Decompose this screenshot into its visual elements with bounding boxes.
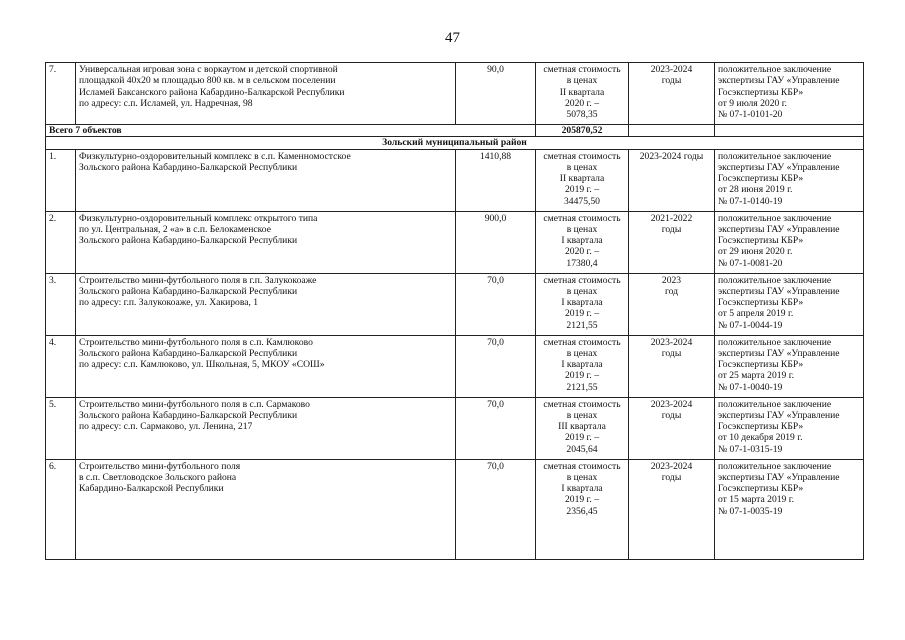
estimated-cost <box>536 63 629 125</box>
row-number: 1. <box>46 149 76 211</box>
table-row <box>46 335 864 397</box>
total-sum: 205870,52 <box>536 125 629 137</box>
implementation-period <box>629 211 715 273</box>
capacity-value: 90,0 <box>456 63 536 125</box>
implementation-period <box>629 335 715 397</box>
expertise-conclusion-line: от 25 марта 2019 г. <box>718 370 794 382</box>
estimated-cost-line: II квартала <box>559 86 605 98</box>
expertise-conclusion-line: экспертизы ГАУ «Управление <box>718 409 840 421</box>
implementation-period <box>629 273 715 335</box>
expertise-conclusion-line: экспертизы ГАУ «Управление <box>718 347 840 359</box>
estimated-cost-line: сметная стоимость <box>543 212 621 224</box>
implementation-period-line: 2021-2022 <box>650 212 693 224</box>
expertise-conclusion-line: № 07-1-0035-19 <box>718 505 783 517</box>
estimated-cost-line: 2356,45 <box>566 505 598 517</box>
expertise-conclusion-line: Госэкспертизы КБР» <box>718 421 804 433</box>
object-name-line: по адресу: г.п. Залукокоаже, ул. Хакирова, 1 <box>79 297 259 309</box>
object-name-line: Зольского района Кабардино-Балкарской Республики <box>79 235 298 247</box>
table-row <box>46 397 864 459</box>
expertise-conclusion-line: положительное заключение <box>718 64 832 75</box>
expertise-conclusion-line: от 5 апреля 2019 г. <box>718 308 794 320</box>
section-title: Зольский муниципальный район <box>46 137 864 149</box>
estimated-cost-line: в ценах <box>566 285 598 297</box>
object-name <box>76 211 456 273</box>
expertise-conclusion-line: экспертизы ГАУ «Управление <box>718 223 840 235</box>
expertise-conclusion-line: экспертизы ГАУ «Управление <box>718 471 840 483</box>
table-row <box>46 149 864 211</box>
object-name-line: Физкультурно-оздоровительный комплекс в с.п. Каменномостское <box>79 150 351 162</box>
estimated-cost-line: 2019 г. – <box>564 308 600 320</box>
implementation-period-line: 2023 <box>661 274 682 286</box>
expertise-conclusion <box>715 149 864 211</box>
object-name-line: Зольского района Кабардино-Балкарской Республики <box>79 285 298 297</box>
object-name-line: Зольского района Кабардино-Балкарской Республики <box>79 347 298 359</box>
estimated-cost-line: сметная стоимость <box>543 460 621 472</box>
estimated-cost-line: в ценах <box>566 223 598 235</box>
estimated-cost-line: 2121,55 <box>566 381 598 393</box>
object-name <box>76 273 456 335</box>
estimated-cost-line: III квартала <box>558 421 606 433</box>
total-label: Всего 7 объектов <box>46 125 536 137</box>
estimated-cost-line: I квартала <box>561 235 603 247</box>
estimated-cost-line: 2019 г. – <box>564 370 600 382</box>
object-name-line: Строительство мини-футбольного поля в с.п. Камлюково <box>79 336 313 348</box>
expertise-conclusion-line: от 28 июня 2019 г. <box>718 184 793 196</box>
expertise-conclusion-line: положительное заключение <box>718 274 832 286</box>
object-name-line: Строительство мини-футбольного поля <box>79 460 241 472</box>
capacity-value: 900,0 <box>456 211 536 273</box>
expertise-conclusion-line: Госэкспертизы КБР» <box>718 86 804 98</box>
expertise-conclusion-line: № 07-1-0140-19 <box>718 195 783 207</box>
object-name <box>76 63 456 125</box>
object-name-line: Универсальная игровая зона с воркаутом и детской спортивной <box>79 64 338 75</box>
estimated-cost-line: 2019 г. – <box>564 184 600 196</box>
objects-table <box>45 62 864 560</box>
implementation-period <box>629 63 715 125</box>
estimated-cost <box>536 397 629 459</box>
expertise-conclusion-line: экспертизы ГАУ «Управление <box>718 285 840 297</box>
estimated-cost-line: 2020 г. – <box>564 97 600 109</box>
row-number: 7. <box>46 63 76 125</box>
implementation-period-line: годы <box>661 223 682 235</box>
estimated-cost <box>536 211 629 273</box>
expertise-conclusion-line: положительное заключение <box>718 212 832 224</box>
estimated-cost <box>536 149 629 211</box>
estimated-cost-line: в ценах <box>566 347 598 359</box>
estimated-cost-line: 17380,4 <box>566 257 598 269</box>
expertise-conclusion-line: Госэкспертизы КБР» <box>718 297 804 309</box>
estimated-cost-line: I квартала <box>561 359 603 371</box>
implementation-period-line: 2023-2024 <box>650 460 693 472</box>
expertise-conclusion <box>715 63 864 125</box>
object-name-line: Кабардино-Балкарской Республики <box>79 483 224 495</box>
object-name-line: Зольского района Кабардино-Балкарской Республики <box>79 161 298 173</box>
implementation-period <box>629 149 715 211</box>
expertise-conclusion-line: от 9 июля 2020 г. <box>718 97 787 109</box>
object-name-line: Зольского района Кабардино-Балкарской Республики <box>79 409 298 421</box>
object-name-line: по ул. Центральная, 2 «а» в с.п. Белокаменское <box>79 223 271 235</box>
expertise-conclusion-line: экспертизы ГАУ «Управление <box>718 161 840 173</box>
row-number: 6. <box>46 459 76 559</box>
object-name-line: площадкой 40х20 м площадью 800 кв. м в сельском поселении <box>79 75 336 87</box>
object-name-line: Исламей Баксанского района Кабардино-Балкарской Республики <box>79 86 345 98</box>
implementation-period <box>629 397 715 459</box>
estimated-cost-line: в ценах <box>566 409 598 421</box>
expertise-conclusion <box>715 397 864 459</box>
capacity-value: 70,0 <box>456 397 536 459</box>
object-name-line: по адресу: с.п. Сармаково, ул. Ленина, 217 <box>79 421 253 433</box>
expertise-conclusion-line: от 15 марта 2019 г. <box>718 494 794 506</box>
estimated-cost-line: сметная стоимость <box>543 398 621 410</box>
expertise-conclusion-line: положительное заключение <box>718 336 832 348</box>
estimated-cost-line: 2019 г. – <box>564 494 600 506</box>
capacity-value: 1410,88 <box>456 149 536 211</box>
capacity-value: 70,0 <box>456 459 536 559</box>
estimated-cost-line: сметная стоимость <box>543 336 621 348</box>
estimated-cost-line: 5078,35 <box>566 109 598 121</box>
expertise-conclusion-line: № 07-1-0081-20 <box>718 257 783 269</box>
expertise-conclusion-line: от 10 декабря 2019 г. <box>718 432 803 444</box>
row-number: 3. <box>46 273 76 335</box>
section-header-row <box>46 137 864 149</box>
object-name <box>76 149 456 211</box>
object-name <box>76 335 456 397</box>
object-name-line: Строительство мини-футбольного поля в с.п. Сармаково <box>79 398 310 410</box>
estimated-cost <box>536 459 629 559</box>
expertise-conclusion-line: № 07-1-0040-19 <box>718 381 783 393</box>
estimated-cost-line: I квартала <box>561 483 603 495</box>
estimated-cost-line: 2045,64 <box>566 443 598 455</box>
object-name <box>76 397 456 459</box>
table-row <box>46 211 864 273</box>
object-name-line: Физкультурно-оздоровительный комплекс открытого типа <box>79 212 318 224</box>
expertise-conclusion-line: экспертизы ГАУ «Управление <box>718 75 840 87</box>
page-number: 47 <box>445 30 460 46</box>
estimated-cost <box>536 335 629 397</box>
implementation-period-line: годы <box>661 347 682 359</box>
expertise-conclusion-line: Госэкспертизы КБР» <box>718 483 804 495</box>
table-row <box>46 459 864 559</box>
estimated-cost-line: сметная стоимость <box>543 64 621 75</box>
capacity-value: 70,0 <box>456 335 536 397</box>
implementation-period-line: 2023-2024 <box>650 336 693 348</box>
object-name-line: в с.п. Светловодское Зольского района <box>79 471 237 483</box>
estimated-cost-line: в ценах <box>566 471 598 483</box>
expertise-conclusion-line: от 29 июня 2020 г. <box>718 246 793 258</box>
estimated-cost-line: в ценах <box>566 161 598 173</box>
row-number: 2. <box>46 211 76 273</box>
expertise-conclusion <box>715 459 864 559</box>
implementation-period-line: 2023-2024 годы <box>639 150 704 162</box>
table-row <box>46 63 864 125</box>
estimated-cost-line: сметная стоимость <box>543 274 621 286</box>
table-row <box>46 273 864 335</box>
implementation-period-line: 2023-2024 <box>650 398 693 410</box>
implementation-period <box>629 459 715 559</box>
expertise-conclusion-line: Госэкспертизы КБР» <box>718 359 804 371</box>
expertise-conclusion <box>715 273 864 335</box>
estimated-cost-line: I квартала <box>561 297 603 309</box>
expertise-conclusion-line: № 07-1-0044-19 <box>718 319 783 331</box>
object-name-line: Строительство мини-футбольного поля в г.п. Залукокоаже <box>79 274 317 286</box>
capacity-value: 70,0 <box>456 273 536 335</box>
object-name-line: по адресу: с.п. Камлюково, ул. Школьная, 5, МКОУ «СОШ» <box>79 359 325 371</box>
row-number: 5. <box>46 397 76 459</box>
expertise-conclusion-line: положительное заключение <box>718 460 832 472</box>
total-row <box>46 125 864 137</box>
estimated-cost-line: 34475,50 <box>564 195 600 207</box>
expertise-conclusion-line: Госэкспертизы КБР» <box>718 173 804 185</box>
expertise-conclusion-line: № 07-1-0101-20 <box>718 109 783 121</box>
expertise-conclusion <box>715 335 864 397</box>
expertise-conclusion-line: № 07-1-0315-19 <box>718 443 783 455</box>
expertise-conclusion <box>715 211 864 273</box>
expertise-conclusion-line: Госэкспертизы КБР» <box>718 235 804 247</box>
implementation-period-line: годы <box>661 471 682 483</box>
estimated-cost-line: 2020 г. – <box>564 246 600 258</box>
implementation-period-line: 2023-2024 <box>650 64 693 75</box>
object-name-line: по адресу: с.п. Исламей, ул. Надречная, 98 <box>79 97 253 109</box>
implementation-period-line: годы <box>661 75 682 87</box>
estimated-cost <box>536 273 629 335</box>
implementation-period-line: годы <box>661 409 682 421</box>
expertise-conclusion-line: положительное заключение <box>718 398 832 410</box>
implementation-period-line: год <box>664 285 679 297</box>
estimated-cost-line: 2121,55 <box>566 319 598 331</box>
object-name <box>76 459 456 559</box>
expertise-conclusion-line: положительное заключение <box>718 150 832 162</box>
estimated-cost-line: в ценах <box>566 75 598 87</box>
row-number: 4. <box>46 335 76 397</box>
estimated-cost-line: сметная стоимость <box>543 150 621 162</box>
estimated-cost-line: 2019 г. – <box>564 432 600 444</box>
estimated-cost-line: II квартала <box>559 173 605 185</box>
